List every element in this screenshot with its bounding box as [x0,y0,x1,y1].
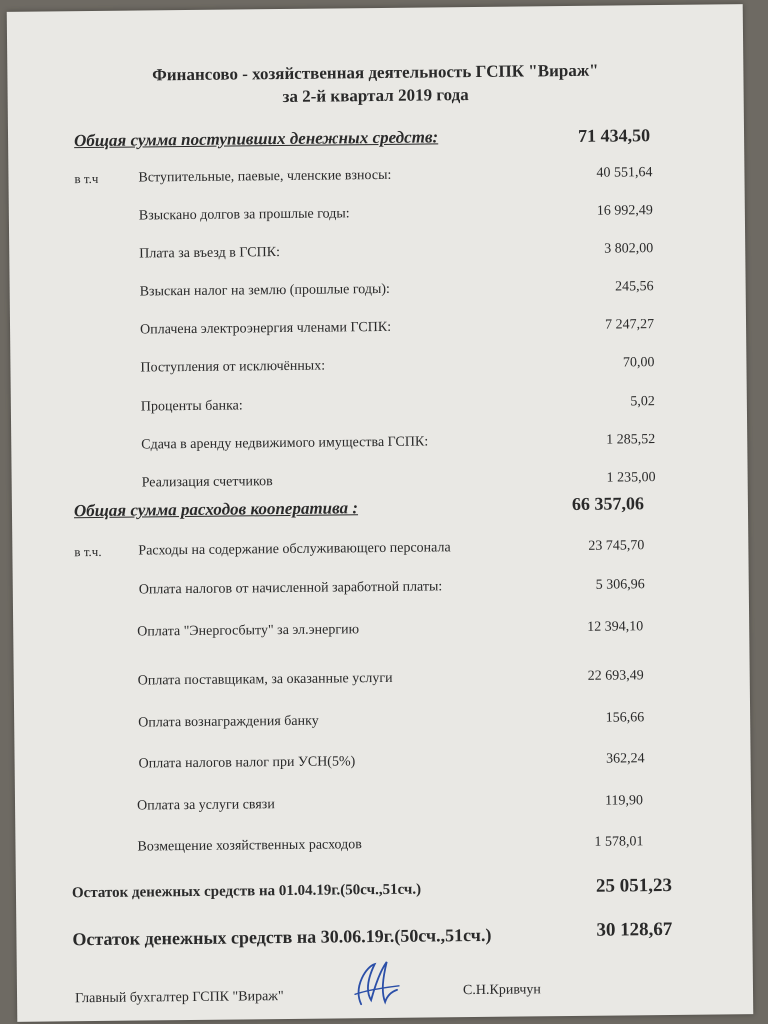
income-vt-label: в т.ч [74,170,99,187]
income-item-value: 1 235,00 [606,470,656,486]
expense-item-label: Возмещение хозяйственных расходов [137,837,362,855]
expenses-total: 66 357,06 [571,493,645,514]
balance-start-label: Остаток денежных средств на 01.04.19г.(50сч.,51сч.) [71,881,422,902]
income-item-value: 245,56 [615,279,654,295]
income-item-value: 3 802,00 [604,241,654,257]
income-header: Общая сумма поступивших денежных средств: [73,127,439,151]
expense-item-label: Расходы на содержание обслуживающего персонала [138,540,451,559]
expense-item-value: 22 693,49 [587,668,644,684]
income-item-label: Плата за въезд в ГСПК: [139,245,281,262]
expense-item-value: 156,66 [605,710,645,726]
income-item-value: 1 285,52 [606,432,656,448]
accountant-position: Главный бухгалтер ГСПК "Вираж" [74,989,284,1007]
expense-item-label: Оплата налогов налог при УСН(5%) [138,754,356,772]
expense-item-label: Оплата за услуги связи [136,797,275,814]
income-item-value: 40 551,64 [596,165,653,181]
expense-item-label: Оплата вознаграждения банку [138,713,319,731]
income-item-label: Взыскано долгов за прошлые годы: [138,206,350,224]
signature-icon [347,956,408,1013]
income-total: 71 434,50 [577,125,651,146]
expense-item-label: Оплата "Энергосбыту" за эл.энергию [137,622,360,640]
income-item-label: Сдача в аренду недвижимого имущества ГСПК: [141,434,429,453]
document-title: Финансово - хозяйственная деятельность ГСПК "Вираж" [152,60,599,85]
expense-item-value: 362,24 [606,751,645,767]
income-item-label: Оплачена электроэнергия членами ГСПК: [139,319,392,338]
income-item-label: Поступления от исключённых: [140,358,326,376]
expense-item-value: 12 394,10 [587,619,644,635]
expense-item-value: 119,90 [604,793,644,809]
income-item-value: 16 992,49 [596,203,653,219]
document-subtitle: за 2-й квартал 2019 года [282,85,469,106]
accountant-name: С.Н.Кривчун [462,982,541,999]
balance-end-value: 30 128,67 [596,918,673,941]
income-item-label: Вступительные, паевые, членские взносы: [138,167,392,186]
expenses-vt-label: в т.ч. [74,543,102,560]
income-item-label: Проценты банка: [140,398,243,415]
expense-item-value: 23 745,70 [588,538,645,554]
income-item-value: 5,02 [630,394,655,410]
expenses-header: Общая сумма расходов кооператива : [73,498,359,521]
expense-item-value: 5 306,96 [595,577,645,593]
income-item-label: Взыскан налог на землю (прошлые годы): [139,281,390,300]
balance-start-value: 25 051,23 [595,874,673,897]
document-page [7,4,754,1022]
income-item-value: 7 247,27 [604,317,655,333]
income-item-label: Реализация счетчиков [141,474,273,491]
expense-item-value: 1 578,01 [594,834,644,850]
expense-item-label: Оплата налогов от начисленной заработной платы: [138,579,443,598]
income-item-value: 70,00 [622,355,655,371]
balance-end-label: Остаток денежных средств на 30.06.19г.(50сч.,51сч.) [72,924,492,950]
expense-item-label: Оплата поставщикам, за оказанные услуги [137,670,393,689]
